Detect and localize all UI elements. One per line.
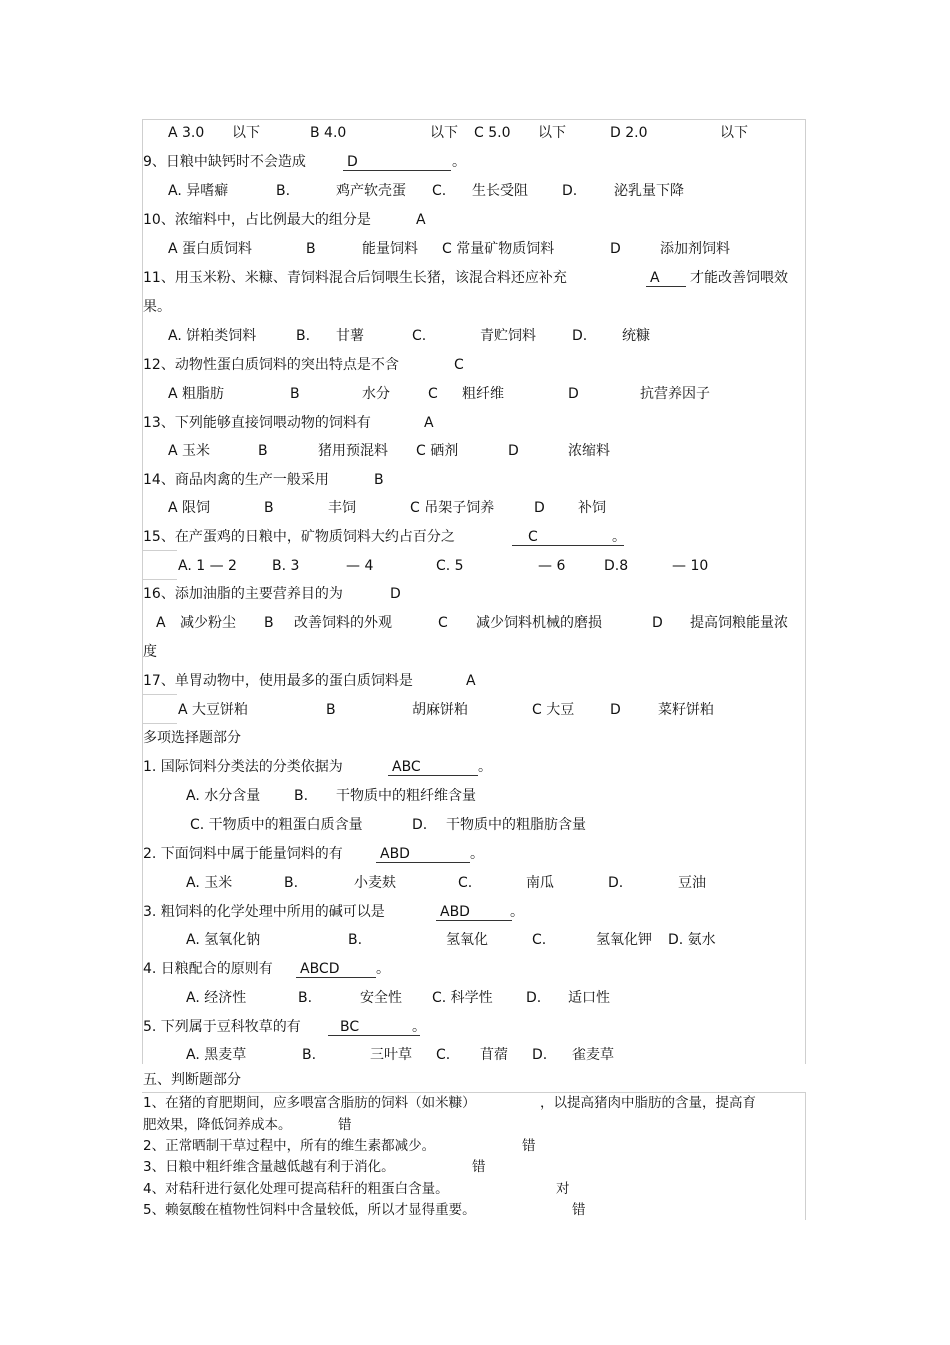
q11-continuation: 果。: [143, 299, 171, 315]
q14-stem: 14、商品肉禽的生产一般采用: [143, 472, 329, 488]
q10-option-b-text: 能量饲料: [362, 241, 418, 257]
q13-option-a: A 玉米: [168, 443, 211, 459]
m2-stem: 2. 下面饲料中属于能量饲料的有: [143, 846, 343, 862]
q8-option-d-tail: 以下: [720, 125, 748, 141]
q13-option-b: B: [258, 443, 268, 459]
j5-text: 5、赖氨酸在植物性饲料中含量较低，所以才显得重要。: [143, 1202, 476, 1218]
q9-option-b-text: 鸡产软壳蛋: [336, 183, 406, 199]
multi-section-title: 多项选择题部分: [143, 730, 241, 746]
m3-answer: ABD: [436, 904, 512, 921]
m4-stem: 4. 日粮配合的原则有: [143, 961, 273, 977]
q11-option-d: D.: [572, 328, 588, 344]
q12-option-b: B: [290, 386, 300, 402]
m3-option-a: A. 氢氧化钠: [186, 932, 261, 948]
q16-option-c-text: 减少饲料机械的磨损: [476, 615, 602, 631]
m1-option-b: B.: [294, 788, 309, 804]
m2-option-c: C.: [458, 875, 473, 891]
j1-answer: 错: [338, 1117, 352, 1133]
q15-option-a: A. 1 — 2: [178, 558, 237, 574]
q11-stem: 11、用玉米粉、米糠、青饲料混合后饲喂生长猪，该混合料还应补充: [143, 270, 567, 286]
q9-option-d-text: 泌乳量下降: [614, 183, 684, 199]
m3-option-b-text: 氢氧化: [446, 932, 488, 948]
j1-tail: ，以提高猪肉中脂肪的含量，提高育: [540, 1095, 756, 1111]
m1-option-d-text: 干物质中的粗脂肪含量: [446, 817, 586, 833]
m2-option-d: D.: [608, 875, 624, 891]
q16-option-a: A: [156, 615, 166, 631]
q12-option-d: D: [568, 386, 579, 402]
q13-option-b-text: 猪用预混料: [318, 443, 388, 459]
m4-end: 。: [376, 961, 390, 977]
q16-option-a-text: 减少粉尘: [180, 615, 236, 631]
q8-option-a: A 3.0: [168, 125, 205, 141]
q17-option-b-text: 胡麻饼粕: [412, 702, 468, 718]
q8-option-c-tail: 以下: [538, 125, 566, 141]
m1-option-c: C. 干物质中的粗蛋白质含量: [190, 817, 363, 833]
m3-option-d: D. 氨水: [668, 932, 716, 948]
m3-stem: 3. 粗饲料的化学处理中所用的碱可以是: [143, 904, 385, 920]
q16-option-c: C: [438, 615, 448, 631]
q10-option-d: D: [610, 241, 621, 257]
q10-stem: 10、浓缩料中，占比例最大的组分是: [143, 212, 371, 228]
m5-option-c-text: 苜蓿: [480, 1047, 508, 1063]
q8-option-b: B 4.0: [310, 125, 347, 141]
j5-answer: 错: [572, 1202, 586, 1218]
m2-option-a: A. 玉米: [186, 875, 233, 891]
q16-answer: D: [390, 586, 401, 602]
q9-option-c-text: 生长受阻: [472, 183, 528, 199]
m1-option-a: A. 水分含量: [186, 788, 261, 804]
q12-option-b-text: 水分: [362, 386, 390, 402]
cell-box: [142, 550, 177, 580]
m4-option-c: C. 科学性: [432, 990, 493, 1006]
q12-option-d-text: 抗营养因子: [640, 386, 710, 402]
q12-answer: C: [454, 357, 464, 373]
q14-option-b-text: 丰饲: [328, 500, 356, 516]
m1-stem: 1. 国际饲料分类法的分类依据为: [143, 759, 343, 775]
q9-option-b: B.: [276, 183, 291, 199]
q15-option-d: D.8: [604, 558, 629, 574]
m4-option-d-text: 适口性: [568, 990, 610, 1006]
q16-option-d: D: [652, 615, 663, 631]
q17-option-d-text: 菜籽饼粕: [658, 702, 714, 718]
q11-option-b-text: 甘薯: [336, 328, 364, 344]
m4-option-b-text: 安全性: [360, 990, 402, 1006]
j3-answer: 错: [472, 1159, 486, 1175]
m3-end: 。: [510, 904, 524, 920]
q11-option-b: B.: [296, 328, 311, 344]
m2-option-b: B.: [284, 875, 299, 891]
j2-answer: 错: [522, 1138, 536, 1154]
m1-option-d: D.: [412, 817, 428, 833]
q14-option-a: A 限饲: [168, 500, 211, 516]
m1-option-b-text: 干物质中的粗纤维含量: [336, 788, 476, 804]
q15-end: 。: [612, 529, 626, 545]
q13-option-c: C 硒剂: [416, 443, 459, 459]
q11-option-c-text: 青贮饲料: [480, 328, 536, 344]
m1-end: 。: [478, 759, 492, 775]
cell-box: [142, 694, 177, 724]
q12-option-c-text: 粗纤维: [462, 386, 504, 402]
q10-answer: A: [416, 212, 426, 228]
q11-tail: 才能改善饲喂效: [690, 270, 788, 286]
m1-answer: ABC: [388, 759, 478, 776]
q16-option-d-text: 提高饲粮能量浓: [690, 615, 788, 631]
j1-continuation: 肥效果，降低饲养成本。: [143, 1117, 292, 1133]
q12-stem: 12、动物性蛋白质饲料的突出特点是不含: [143, 357, 399, 373]
m5-option-b: B.: [302, 1047, 317, 1063]
q8-option-d: D 2.0: [610, 125, 648, 141]
frame-right: [805, 119, 806, 1064]
j1-text: 1、在猪的育肥期间，应多喂富含脂肪的饲料（如米糠）: [143, 1095, 476, 1111]
q17-option-b: B: [326, 702, 336, 718]
m2-answer: ABD: [376, 846, 470, 863]
q10-option-d-text: 添加剂饲料: [660, 241, 730, 257]
q12-option-c: C: [428, 386, 438, 402]
j4-text: 4、对秸秆进行氨化处理可提高秸秆的粗蛋白含量。: [143, 1181, 449, 1197]
q15-option-b-text: — 4: [346, 558, 374, 574]
q9-option-c: C.: [432, 183, 447, 199]
q15-option-d-text: — 10: [672, 558, 709, 574]
q13-stem: 13、下列能够直接饲喂动物的饲料有: [143, 415, 371, 431]
q14-option-b: B: [264, 500, 274, 516]
q17-stem: 17、单胃动物中，使用最多的蛋白质饲料是: [143, 673, 413, 689]
q14-answer: B: [374, 472, 384, 488]
q15-option-c: C. 5: [436, 558, 464, 574]
q11-option-d-text: 统糠: [622, 328, 650, 344]
q11-answer: A: [646, 270, 686, 287]
m3-option-b: B.: [348, 932, 363, 948]
q10-option-c: C 常量矿物质饲料: [442, 241, 555, 257]
q17-option-d: D: [610, 702, 621, 718]
m5-option-b-text: 三叶草: [370, 1047, 412, 1063]
judge-section-title: 五、判断题部分: [143, 1072, 241, 1088]
m5-option-d-text: 雀麦草: [572, 1047, 614, 1063]
j2-text: 2、正常晒制干草过程中，所有的维生素都减少。: [143, 1138, 436, 1154]
frame-top: [142, 119, 806, 120]
q8-option-a-tail: 以下: [232, 125, 260, 141]
q17-option-a: A 大豆饼粕: [178, 702, 249, 718]
frame-right-judge: [805, 1092, 806, 1220]
q15-answer: C: [512, 529, 624, 546]
j4-answer: 对: [556, 1181, 570, 1197]
q17-answer: A: [466, 673, 476, 689]
q16-option-d-continuation: 度: [143, 644, 157, 660]
m4-option-d: D.: [526, 990, 542, 1006]
m5-option-d: D.: [532, 1047, 548, 1063]
q8-option-b-tail: 以下: [430, 125, 458, 141]
q8-option-c: C 5.0: [474, 125, 511, 141]
q14-option-c: C 吊架子饲养: [410, 500, 495, 516]
m5-stem: 5. 下列属于豆科牧草的有: [143, 1019, 301, 1035]
q17-option-c: C 大豆: [532, 702, 575, 718]
q12-option-a: A 粗脂肪: [168, 386, 225, 402]
q16-option-b-text: 改善饲料的外观: [294, 615, 392, 631]
frame-top-judge: [142, 1092, 806, 1093]
q14-option-d: D: [534, 500, 545, 516]
q15-stem: 15、在产蛋鸡的日粮中，矿物质饲料大约占百分之: [143, 529, 455, 545]
q9-end: 。: [452, 154, 466, 170]
q9-stem: 9、日粮中缺钙时不会造成: [143, 154, 306, 170]
q16-option-b: B: [264, 615, 274, 631]
m5-option-c: C.: [436, 1047, 451, 1063]
m4-option-a: A. 经济性: [186, 990, 247, 1006]
q9-option-a: A. 异嗜癖: [168, 183, 229, 199]
m4-option-b: B.: [298, 990, 313, 1006]
m2-option-c-text: 南瓜: [526, 875, 554, 891]
q16-stem: 16、添加油脂的主要营养目的为: [143, 586, 343, 602]
q14-option-d-text: 补饲: [578, 500, 606, 516]
q10-option-a: A 蛋白质饲料: [168, 241, 253, 257]
q15-option-c-text: — 6: [538, 558, 566, 574]
j3-text: 3、日粮中粗纤维含量越低越有利于消化。: [143, 1159, 395, 1175]
m5-end: 。: [412, 1019, 426, 1035]
m3-option-c: C.: [532, 932, 547, 948]
q9-answer: D: [343, 154, 451, 171]
m4-answer: ABCD: [296, 961, 376, 978]
q11-option-c: C.: [412, 328, 427, 344]
m5-answer: BC: [328, 1019, 420, 1036]
q13-option-d: D: [508, 443, 519, 459]
m2-option-d-text: 豆油: [678, 875, 706, 891]
q10-option-b: B: [306, 241, 316, 257]
q13-answer: A: [424, 415, 434, 431]
m2-option-b-text: 小麦麸: [354, 875, 396, 891]
q15-option-b: B. 3: [272, 558, 300, 574]
q13-option-d-text: 浓缩料: [568, 443, 610, 459]
q9-option-d: D.: [562, 183, 578, 199]
m5-option-a: A. 黑麦草: [186, 1047, 247, 1063]
q11-option-a: A. 饼粕类饲料: [168, 328, 257, 344]
m2-end: 。: [470, 846, 484, 862]
m3-option-c-text: 氢氧化钾: [596, 932, 652, 948]
